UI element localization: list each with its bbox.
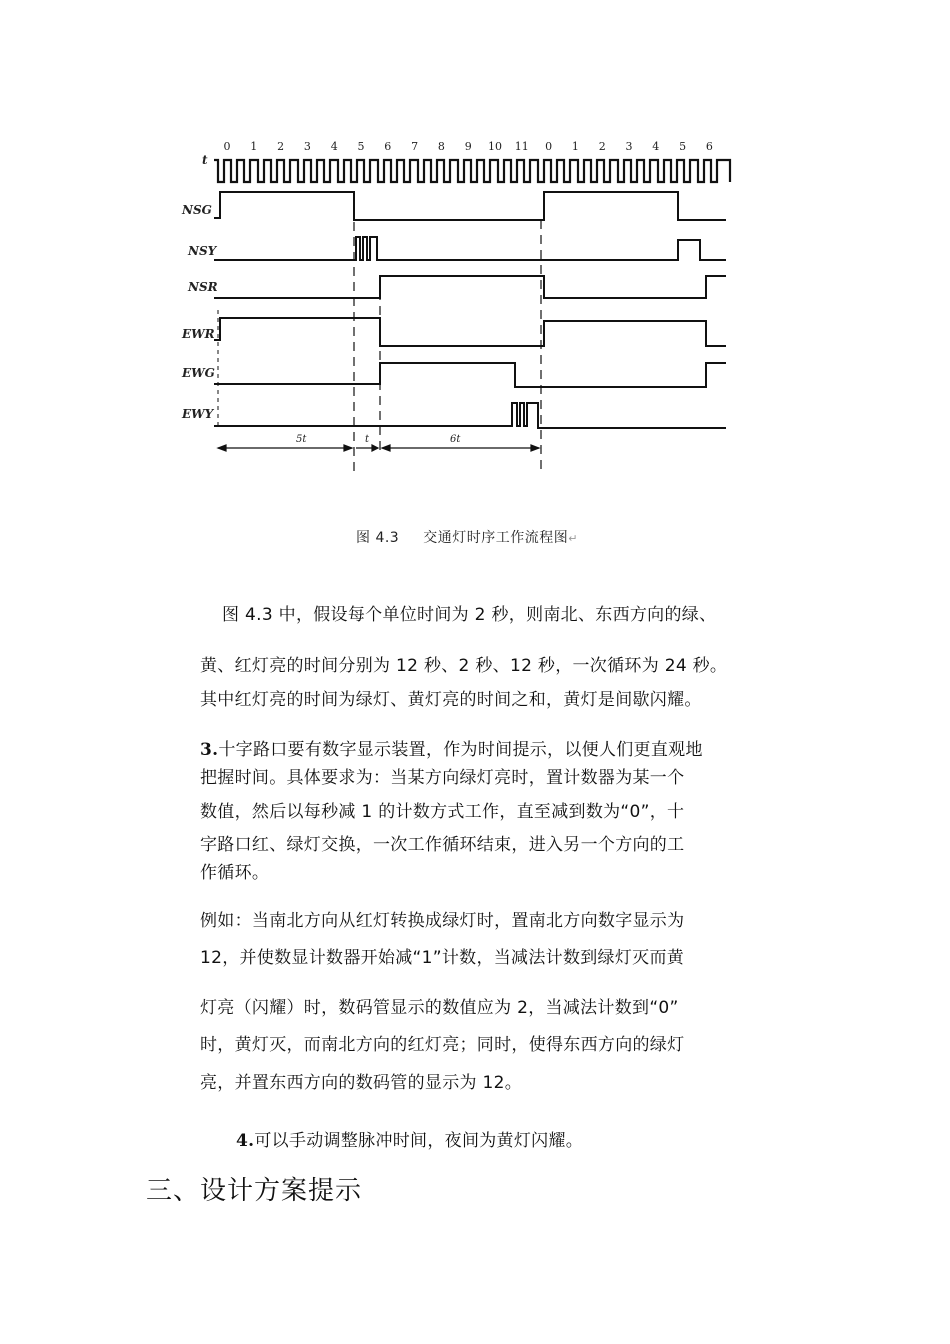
timing-diagram-svg [170, 130, 750, 480]
duration-t: t [365, 434, 370, 445]
clock-tick-label: 3 [303, 140, 311, 153]
caption-title: 交通灯时序工作流程图 [423, 530, 569, 546]
item-number: 4. [236, 1131, 255, 1151]
clock-tick-label: 0 [545, 140, 553, 153]
return-mark-icon: ↵ [568, 532, 578, 545]
waveform-nsy [214, 237, 726, 260]
paragraph-line: 12，并使数显计数器开始减“1”计数，当减法计数到绿灯灭而黄 [200, 948, 685, 968]
signal-label-ewr: EWR [182, 327, 215, 341]
paragraph-line: 黄、红灯亮的时间分别为 12 秒、2 秒、12 秒，一次循环为 24 秒。 [200, 656, 728, 676]
duration-5t: 5t [296, 434, 307, 445]
waveform-ewr [214, 318, 726, 346]
item-number: 3. [200, 740, 219, 760]
caption-number: 图 4.3 [356, 530, 400, 546]
clock-label: t [202, 153, 208, 167]
paragraph-line: 例如：当南北方向从红灯转换成绿灯时，置南北方向数字显示为 [200, 911, 685, 931]
waveform-nsg [214, 192, 726, 220]
signal-label-nsr: NSR [188, 280, 218, 294]
clock-tick-label: 11 [514, 140, 529, 153]
clock-tick-label: 1 [250, 140, 258, 153]
clock-tick-label: 4 [330, 140, 338, 153]
paragraph-line: 图 4.3 中，假设每个单位时间为 2 秒，则南北、东西方向的绿、 [222, 605, 717, 625]
duration-arrows [218, 445, 539, 451]
clock-tick-label: 9 [464, 140, 472, 153]
clock-waveform [214, 160, 730, 182]
clock-tick-label: 6 [705, 140, 713, 153]
paragraph-line: 3.十字路口要有数字显示装置，作为时间提示，以便人们更直观地 [200, 740, 703, 760]
paragraph-line: 其中红灯亮的时间为绿灯、黄灯亮的时间之和，黄灯是间歇闪耀。 [200, 690, 702, 710]
clock-tick-label: 4 [652, 140, 660, 153]
clock-tick-label: 10 [488, 140, 502, 153]
signal-label-ewg: EWG [182, 366, 215, 380]
clock-tick-label: 1 [571, 140, 579, 153]
signal-label-nsy: NSY [188, 244, 217, 258]
clock-tick-label: 3 [625, 140, 633, 153]
waveform-ewy [214, 403, 726, 428]
clock-tick-label: 6 [384, 140, 392, 153]
clock-tick-label: 7 [411, 140, 419, 153]
clock-tick-label: 2 [598, 140, 606, 153]
paragraph-line: 数值，然后以每秒减 1 的计数方式工作，直至减到数为“0”，十 [200, 802, 685, 822]
paragraph-line: 亮，并置东西方向的数码管的显示为 12。 [200, 1073, 523, 1093]
paragraph-line: 把握时间。具体要求为：当某方向绿灯亮时，置计数器为某一个 [200, 768, 685, 788]
waveform-nsr [214, 276, 726, 298]
paragraph-line: 字路口红、绿灯交换，一次工作循环结束，进入另一个方向的工 [200, 835, 685, 855]
section-heading: 三、设计方案提示 [146, 1176, 363, 1206]
signal-label-ewy: EWY [182, 407, 214, 421]
clock-tick-label: 0 [223, 140, 231, 153]
clock-tick-label: 2 [277, 140, 285, 153]
clock-tick-label: 5 [679, 140, 687, 153]
paragraph-line: 4.可以手动调整脉冲时间，夜间为黄灯闪耀。 [236, 1131, 584, 1151]
timing-diagram [170, 130, 750, 480]
signal-label-nsg: NSG [182, 203, 212, 217]
paragraph-line: 时，黄灯灭，而南北方向的红灯亮；同时，使得东西方向的绿灯 [200, 1035, 685, 1055]
clock-tick-label: 5 [357, 140, 365, 153]
clock-tick-label: 8 [437, 140, 445, 153]
duration-6t: 6t [450, 434, 461, 445]
paragraph-line: 灯亮（闪耀）时，数码管显示的数值应为 2，当减法计数到“0” [200, 998, 679, 1018]
waveform-ewg [214, 363, 726, 387]
figure-caption [356, 527, 578, 547]
paragraph-line: 作循环。 [200, 863, 270, 883]
